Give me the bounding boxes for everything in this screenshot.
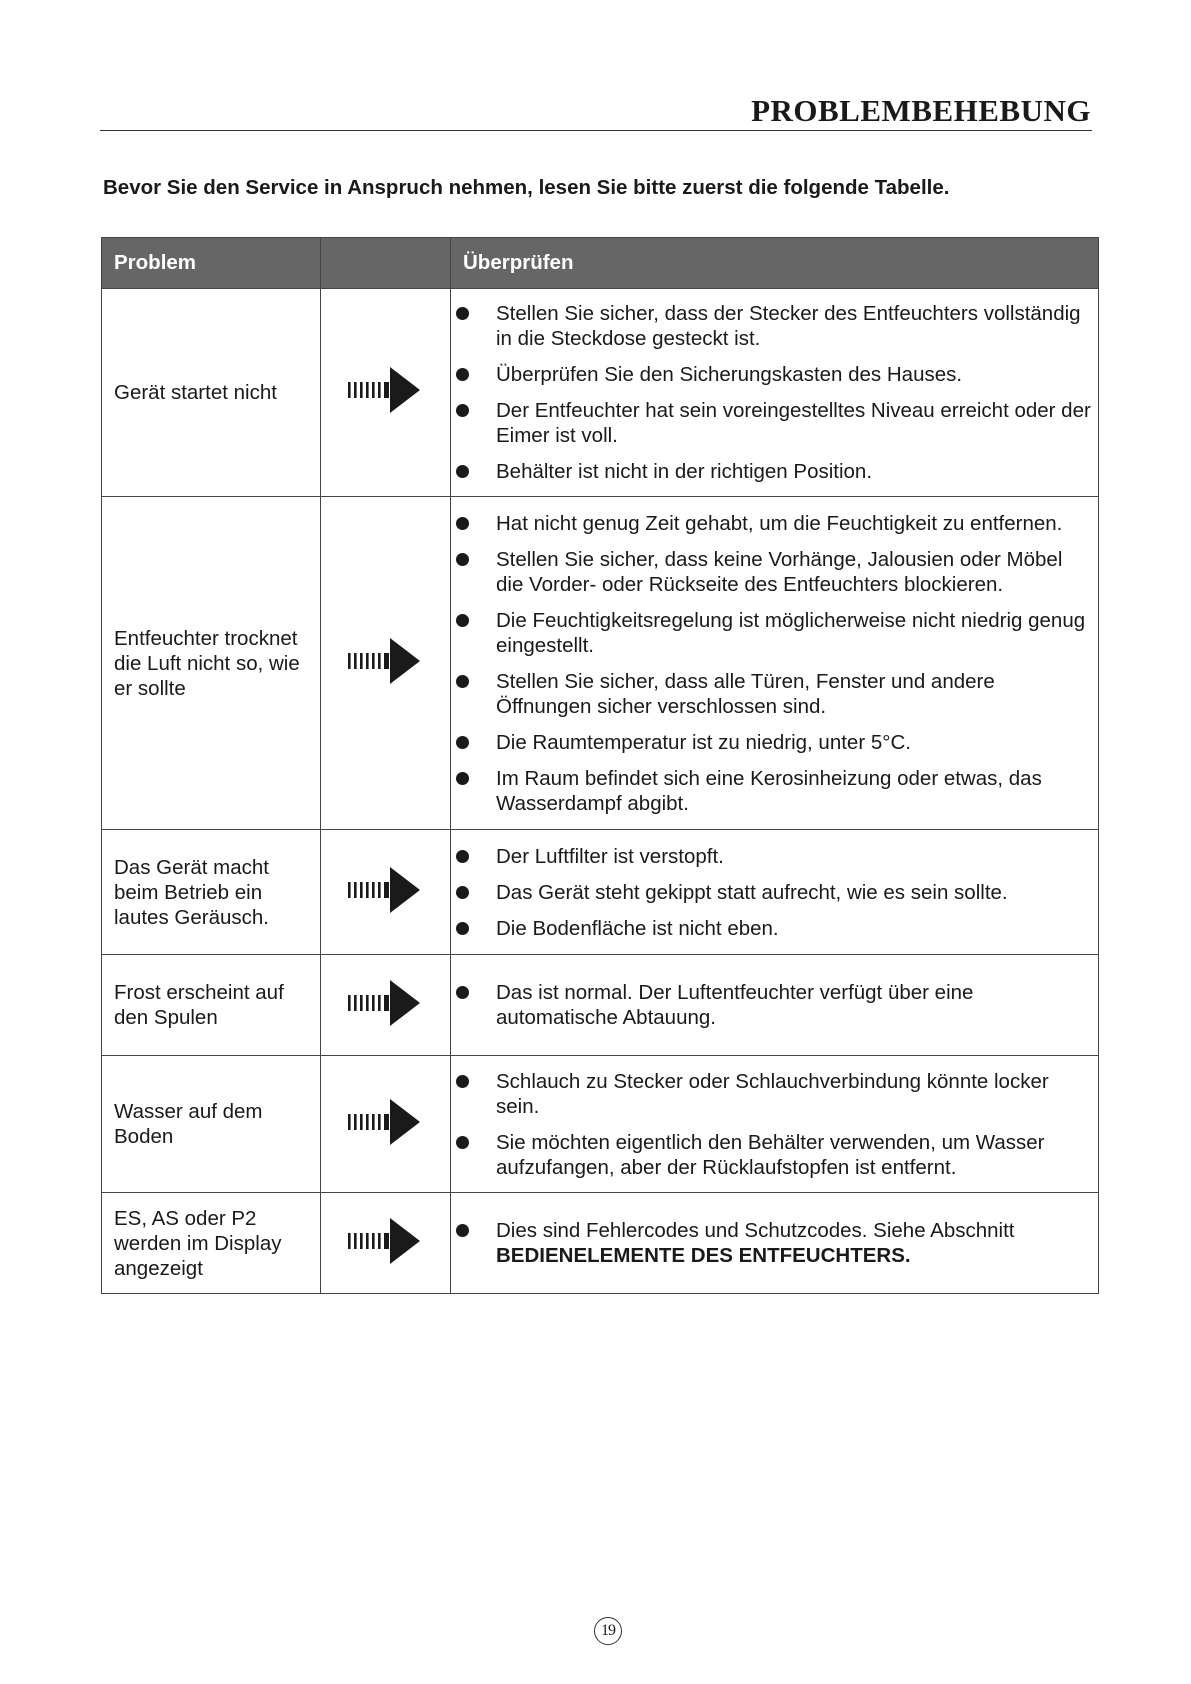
check-text: Hat nicht genug Zeit gehabt, um die Feuchtigkeit zu entfernen. (496, 511, 1063, 535)
bullet-icon (456, 986, 469, 999)
arrow-right-icon (348, 979, 424, 1032)
problem-text: Entfeuchter trocknet die Luft nicht so, wie er sollte (114, 626, 300, 700)
section-reference: BEDIENELEMENTE DES ENTFEUCHTERS. (496, 1244, 911, 1267)
bullet-icon (456, 307, 469, 320)
problem-cell (102, 830, 321, 955)
bullet-icon (456, 553, 469, 566)
arrow-cell (321, 1193, 451, 1294)
bullet-icon (456, 614, 469, 627)
list-item (451, 916, 1092, 941)
bullet-icon (456, 1075, 469, 1088)
check-cell (451, 497, 1099, 830)
check-cell (451, 830, 1099, 955)
bullet-icon (456, 1136, 469, 1149)
header-problem: Problem (102, 238, 321, 289)
problem-cell (102, 955, 321, 1056)
intro-text: Bevor Sie den Service in Anspruch nehmen, lesen Sie bitte zuerst die folgende Tabelle. (103, 176, 950, 199)
problem-cell (102, 289, 321, 497)
check-text: Behälter ist nicht in der richtigen Position. (496, 460, 873, 483)
list-item (451, 362, 1092, 387)
list-item (451, 608, 1092, 658)
list-item (451, 880, 1092, 905)
bullet-icon (456, 736, 469, 749)
check-cell (451, 1193, 1099, 1294)
list-item (451, 669, 1092, 719)
arrow-right-icon (348, 1098, 424, 1151)
table-row (102, 289, 1099, 497)
troubleshooting-table (101, 237, 1099, 1294)
problem-cell (102, 1056, 321, 1193)
list-item (451, 398, 1092, 448)
list-item (451, 1130, 1092, 1180)
arrow-cell (321, 1056, 451, 1193)
check-text: Schlauch zu Stecker oder Schlauchverbindung könnte locker sein. (496, 1069, 1049, 1118)
check-cell (451, 289, 1099, 497)
table-row (102, 830, 1099, 955)
list-item (451, 980, 1092, 1030)
arrow-right-icon (348, 366, 424, 419)
list-item (451, 459, 1092, 484)
arrow-cell (321, 289, 451, 497)
bullet-icon (456, 368, 469, 381)
check-text: Die Bodenfläche ist nicht eben. (496, 916, 779, 940)
list-item (451, 844, 1092, 869)
check-cell (451, 955, 1099, 1056)
check-text: Das Gerät steht gekippt statt aufrecht, wie es sein sollte. (496, 880, 1008, 904)
page-title: PROBLEMBEHEBUNG (751, 93, 1091, 128)
bullet-icon (456, 517, 469, 530)
bullet-icon (456, 850, 469, 863)
list-item (451, 1069, 1092, 1119)
bullet-icon (456, 465, 469, 478)
check-text: Der Luftfilter ist verstopft. (496, 844, 724, 868)
check-text: Überprüfen Sie den Sicherungskasten des Hauses. (496, 363, 963, 386)
arrow-right-icon (348, 1217, 424, 1270)
problem-text: Frost erscheint auf den Spulen (114, 981, 284, 1029)
arrow-right-icon (348, 637, 424, 690)
table-row (102, 497, 1099, 830)
check-text: Stellen Sie sicher, dass keine Vorhänge, Jalousien oder Möbel die Vorder- oder Rückseite des Entfeuchters blockieren. (496, 547, 1063, 596)
list-item (451, 301, 1092, 351)
bullet-icon (456, 1224, 469, 1237)
arrow-right-icon (348, 866, 424, 919)
table-header-row (102, 238, 1099, 289)
problem-cell (102, 1193, 321, 1294)
check-text: Stellen Sie sicher, dass alle Türen, Fenster und andere Öffnungen sicher verschlossen sind. (496, 669, 995, 718)
list-item (451, 1218, 1092, 1268)
title-divider (100, 130, 1092, 131)
check-text: Die Feuchtigkeitsregelung ist möglicherweise nicht niedrig genug eingestellt. (496, 608, 1086, 657)
table-row (102, 1193, 1099, 1294)
list-item (451, 730, 1092, 755)
check-text: Der Entfeuchter hat sein voreingestelltes Niveau erreicht oder der Eimer ist voll. (496, 399, 1091, 447)
check-text: Die Raumtemperatur ist zu niedrig, unter 5°C. (496, 730, 911, 754)
bullet-icon (456, 886, 469, 899)
check-text: Stellen Sie sicher, dass der Stecker des Entfeuchters vollständig in die Steckdose gesteckt ist. (496, 302, 1081, 350)
header-check: Überprüfen (451, 238, 1099, 289)
bullet-icon (456, 922, 469, 935)
header-arrow (321, 238, 451, 289)
table-row (102, 1056, 1099, 1193)
arrow-cell (321, 955, 451, 1056)
check-text: Sie möchten eigentlich den Behälter verwenden, um Wasser aufzufangen, aber der Rücklaufstopfen ist entfernt. (496, 1130, 1045, 1179)
page-number: 19 (594, 1617, 622, 1645)
problem-text: Das Gerät macht beim Betrieb ein lautes Geräusch. (114, 855, 269, 929)
problem-text: Gerät startet nicht (114, 381, 277, 404)
check-cell (451, 1056, 1099, 1193)
table-row (102, 955, 1099, 1056)
bullet-icon (456, 675, 469, 688)
check-text: Dies sind Fehlercodes und Schutzcodes. Siehe Abschnitt (496, 1219, 1015, 1242)
problem-text: Wasser auf dem Boden (114, 1100, 263, 1148)
check-text: Das ist normal. Der Luftentfeuchter verfügt über eine automatische Abtauung. (496, 981, 974, 1029)
arrow-cell (321, 497, 451, 830)
arrow-cell (321, 830, 451, 955)
list-item (451, 511, 1092, 536)
bullet-icon (456, 404, 469, 417)
problem-text: ES, AS oder P2 werden im Display angezeigt (114, 1206, 282, 1280)
bullet-icon (456, 772, 469, 785)
check-text: Im Raum befindet sich eine Kerosinheizung oder etwas, das Wasserdampf abgibt. (496, 766, 1042, 815)
list-item (451, 766, 1092, 816)
problem-cell (102, 497, 321, 830)
list-item (451, 547, 1092, 597)
